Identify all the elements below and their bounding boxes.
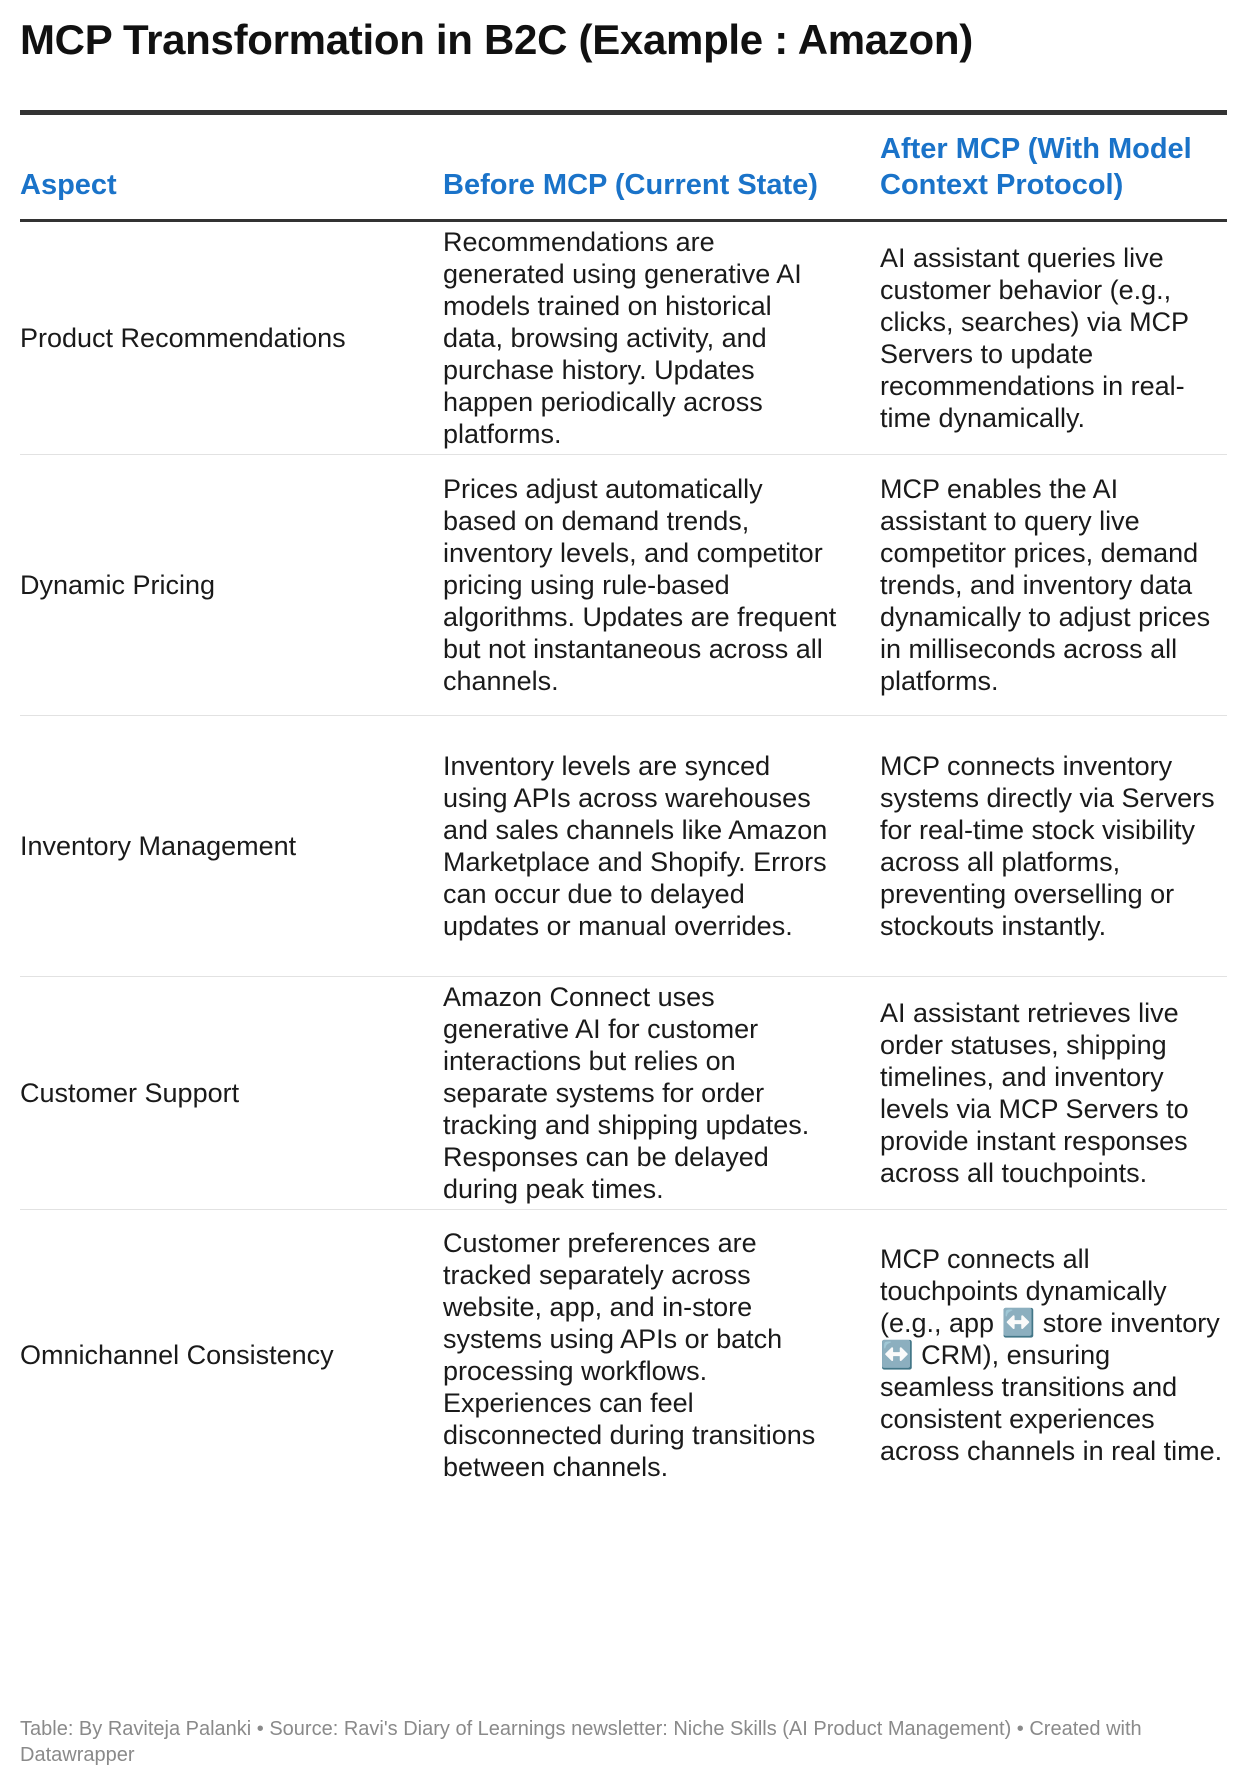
cell-after: MCP connects inventory systems directly via Servers for real-time stock visibility across all platforms, preventing overselling or stockouts instantly. <box>880 751 1215 941</box>
table-row <box>20 455 1227 716</box>
cell-aspect: Customer Support <box>20 1078 240 1108</box>
page-title: MCP Transformation in B2C (Example : Amazon) <box>20 16 973 63</box>
table-header <box>20 115 1227 222</box>
table-row <box>20 977 1227 1210</box>
cell-before: Prices adjust automatically based on demand trends, inventory levels, and competitor pricing using rule-based algorithms. Updates are frequent but not instantaneous across all channels. <box>443 474 837 696</box>
cell-aspect: Inventory Management <box>20 831 297 861</box>
cell-after: MCP enables the AI assistant to query live competitor prices, demand trends, and inventory data dynamically to adjust prices in milliseconds across all platforms. <box>880 474 1211 696</box>
cell-before: Amazon Connect uses generative AI for customer interactions but relies on separate systems for order tracking and shipping updates. Responses can be delayed during peak times. <box>443 982 810 1204</box>
table-row <box>20 1210 1227 1500</box>
cell-aspect: Dynamic Pricing <box>20 570 216 600</box>
comparison-table <box>20 110 1227 1500</box>
cell-before: Customer preferences are tracked separately across website, app, and in-store systems using APIs or batch processing workflows. Experiences can feel disconnected during transitions between channels. <box>443 1228 816 1482</box>
header-aspect: Aspect <box>20 169 117 201</box>
table-row <box>20 222 1227 455</box>
cell-after: AI assistant queries live customer behavior (e.g., clicks, searches) via MCP Servers to update recommendations in real-time dynamically. <box>880 243 1189 433</box>
cell-before: Inventory levels are synced using APIs across warehouses and sales channels like Amazon Marketplace and Shopify. Errors can occur due to delayed updates or manual overrides. <box>443 751 828 941</box>
cell-after: AI assistant retrieves live order statuses, shipping timelines, and inventory levels via MCP Servers to provide instant responses across all touchpoints. <box>880 998 1189 1188</box>
cell-after: MCP connects all touchpoints dynamically (e.g., app ↔️ store inventory ↔️ CRM), ensuring seamless transitions and consistent experiences across channels in real time. <box>880 1244 1223 1466</box>
header-after-mcp: After MCP (With Model Context Protocol) <box>880 133 1192 201</box>
cell-aspect: Product Recommendations <box>20 323 346 353</box>
source-footer: Table: By Raviteja Palanki • Source: Ravi's Diary of Learnings newsletter: Niche Skills (AI Product Management) • Created with Datawrapper <box>20 1718 1142 1766</box>
cell-before: Recommendations are generated using generative AI models trained on historical data, browsing activity, and purchase history. Updates happen periodically across platforms. <box>443 227 802 449</box>
table-row <box>20 716 1227 977</box>
cell-aspect: Omnichannel Consistency <box>20 1340 334 1370</box>
header-before-mcp: Before MCP (Current State) <box>443 169 818 201</box>
